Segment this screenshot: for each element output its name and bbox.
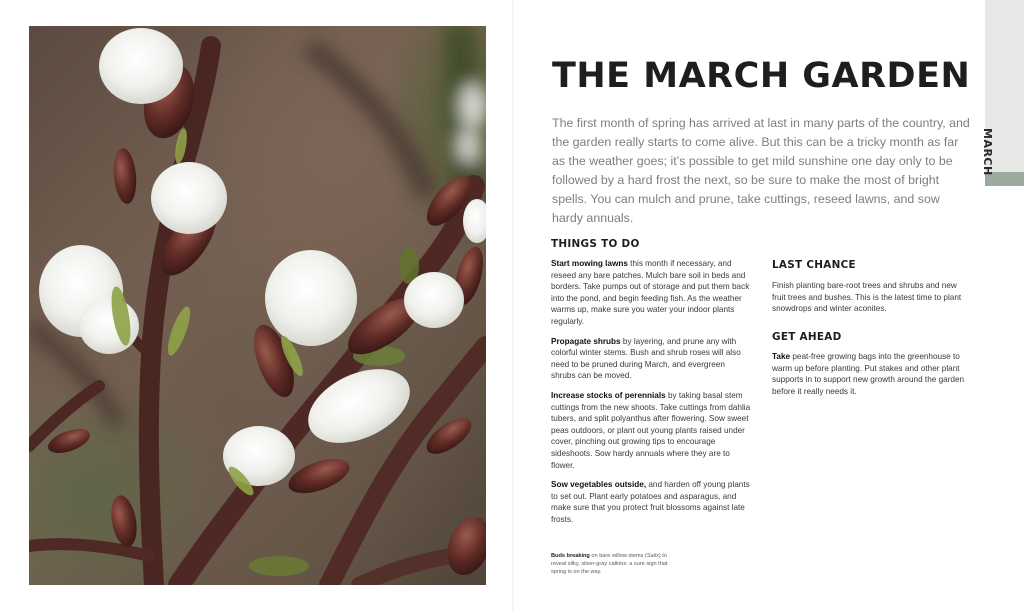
get-ahead-heading: GET AHEAD: [772, 331, 842, 343]
caption-lead: Buds breaking: [551, 553, 590, 559]
task-sow-vegetables: [551, 479, 751, 525]
caption-pre: on bare willow stems (: [589, 553, 647, 559]
photo-illustration: [29, 26, 486, 585]
get-ahead-lead: Take: [772, 352, 791, 361]
task-lead: Increase stocks of perennials: [551, 390, 666, 400]
things-to-do-heading: THINGS TO DO: [551, 238, 640, 250]
task-text: by taking basal stem cuttings from the new shoots. Take cuttings from dahlia tubers, and split polyanthus after flowering. Sow sweet peas outdoors, or plant out young plants raised under cover, pinching out growing tips to encourage sideshoots. Sow hardy annuals where they are to flower.: [551, 390, 751, 470]
willow-catkins-photo: [29, 26, 486, 585]
task-text: this month if necessary, and reseed any bare patches. Mulch bare soil in beds and borders. Take pumps out of storage and put them back into the pond, and begin feeding fish. As the weather warms up, make sure you water your indoor plants regularly.: [551, 259, 750, 326]
get-ahead-body: peat-free growing bags into the greenhouse to warm up before planting. Put stakes and other plant supports in to support new growth around the garden before it really needs it.: [772, 352, 965, 396]
intro-paragraph: The first month of spring has arrived at last in many parts of the country, and the garden really starts to come alive. But this can be a tricky month as far as the weather goes; it’s possible to get mild sunshine one day only to be followed by a hard frost the next, so be sure to make the most of bright spells. You can mulch and prune, take cuttings, reseed lawns, and sow hardy annuals.: [552, 116, 970, 225]
get-ahead-section: [772, 351, 972, 405]
task-perennials: [551, 390, 751, 471]
page-gutter: [512, 0, 514, 612]
last-chance-text: Finish planting bare-root trees and shrubs and new fruit trees and bushes. This is the latest time to plant snowdrops and winter aconites.: [772, 281, 962, 314]
task-lead: Start mowing lawns: [551, 259, 628, 268]
things-to-do-list: [551, 258, 751, 533]
last-chance-heading: LAST CHANCE: [772, 259, 856, 271]
page-title: THE MARCH GARDEN: [552, 56, 971, 96]
task-text: by layering, and prune any with colorful winter stems. Bush and shrub roses will also need to be pruned during March, and evergreen shrubs can be moved.: [551, 336, 741, 381]
task-lead: Sow vegetables outside,: [551, 480, 647, 490]
task-mowing-lawns: [551, 258, 751, 328]
get-ahead-text: [772, 351, 972, 397]
task-lead: Propagate shrubs: [551, 336, 621, 346]
photo-caption: [551, 552, 681, 576]
last-chance-section: [772, 280, 972, 323]
caption-italic: Salix: [646, 553, 659, 559]
month-tab-label: MARCH: [981, 128, 994, 176]
task-text: and harden off young plants to set out. Plant early potatoes and asparagus, and make sure that you protect fruit blossoms against late frosts.: [551, 480, 750, 524]
caption-post: ) to reveal silky, silver-gray catkins: a sure sign that spring is on the way.: [551, 553, 668, 575]
task-propagate-shrubs: [551, 336, 751, 382]
